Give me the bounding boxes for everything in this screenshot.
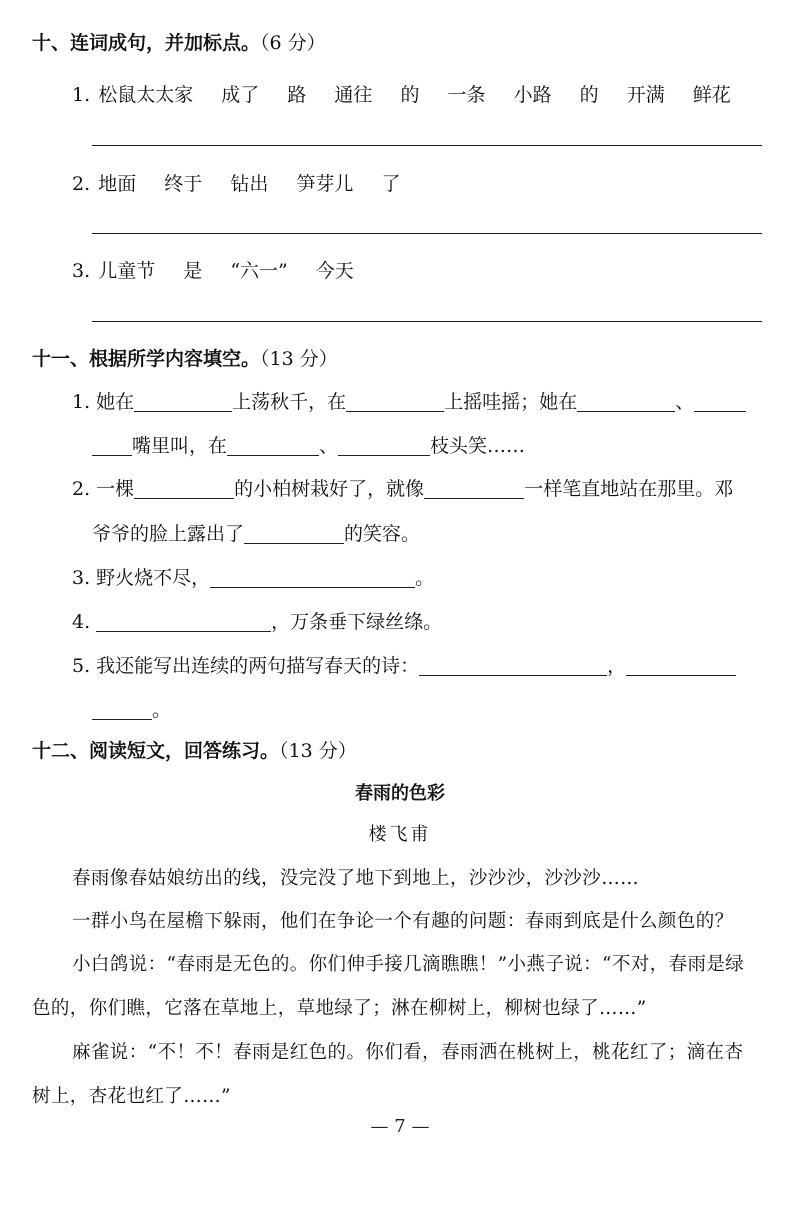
question-11-1-line1 — [72, 387, 746, 414]
text: 上摇哇摇；她在 — [444, 391, 578, 413]
section-12-title: 十二、阅读短文，回答练习。 — [32, 740, 280, 762]
fill-blank[interactable] — [227, 435, 319, 456]
word-card: 是 — [183, 260, 203, 282]
text: 爷爷的脸上露出了 — [92, 523, 245, 545]
fill-blank[interactable] — [338, 435, 430, 456]
word-card: “六一” — [230, 260, 288, 282]
text: 枝头笑…… — [430, 435, 526, 457]
question-number: 1. — [72, 84, 91, 106]
question-11-5-line2 — [92, 695, 171, 722]
text: 的笑容。 — [344, 523, 421, 545]
text: 2. 一棵 — [72, 478, 135, 500]
fill-blank[interactable] — [210, 567, 415, 588]
word-card: 地面 — [98, 173, 137, 195]
section-10-points: （6 分） — [260, 32, 326, 54]
text: 嘴里叫，在 — [132, 435, 228, 457]
word-card: 的 — [400, 84, 420, 106]
question-10-3 — [72, 256, 354, 283]
question-10-1 — [72, 80, 731, 107]
page-number: — 7 — — [370, 1116, 430, 1137]
article-author: 楼飞甫 — [368, 824, 432, 845]
section-10-heading — [32, 28, 326, 55]
answer-line-10-2[interactable] — [92, 233, 762, 234]
section-12-points: （13 分） — [279, 740, 357, 762]
text: 、 — [675, 391, 695, 413]
text: 一样笔直地站在那里。邓 — [524, 478, 734, 500]
fill-blank[interactable] — [134, 391, 232, 412]
fill-blank[interactable] — [577, 391, 675, 412]
text: 4. — [72, 611, 91, 633]
word-card: 鲜花 — [692, 84, 731, 106]
text: 5. 我还能写出连续的两句描写春天的诗： — [72, 655, 420, 677]
word-card: 儿童节 — [98, 260, 156, 282]
question-11-5-line1 — [72, 651, 736, 678]
paragraph-4-line2: 树上，杏花也红了……” — [32, 1086, 231, 1107]
word-card: 笋芽儿 — [296, 173, 354, 195]
text: 3. 野火烧不尽， — [72, 567, 211, 589]
question-number: 2. — [72, 173, 91, 195]
question-11-2-line2 — [92, 519, 420, 546]
fill-blank[interactable] — [96, 611, 271, 632]
fill-blank[interactable] — [419, 655, 607, 676]
section-12-heading — [32, 736, 357, 763]
paragraph-3-line1: 小白鸽说：“春雨是无色的。你们伸手接几滴瞧瞧！”小燕子说：“不对，春雨是绿 — [72, 954, 745, 975]
text: 上荡秋千，在 — [232, 391, 347, 413]
question-number: 3. — [72, 260, 91, 282]
word-card: 通往 — [334, 84, 373, 106]
fill-blank[interactable] — [694, 391, 746, 412]
paragraph-3-line2: 色的，你们瞧，它落在草地上，草地绿了；淋在柳树上，柳树也绿了……” — [32, 998, 647, 1019]
word-card: 一条 — [447, 84, 486, 106]
answer-line-10-3[interactable] — [92, 321, 762, 322]
text: 的小柏树栽好了，就像 — [234, 478, 425, 500]
fill-blank[interactable] — [626, 655, 736, 676]
answer-line-10-1[interactable] — [92, 145, 762, 146]
paragraph-1: 春雨像春姑娘纺出的线，没完没了地下到地上，沙沙沙，沙沙沙…… — [72, 868, 640, 889]
word-card: 松鼠太太家 — [98, 84, 194, 106]
section-11-title: 十一、根据所学内容填空。 — [32, 348, 261, 370]
word-card: 路 — [287, 84, 307, 106]
text: 。 — [152, 699, 172, 721]
question-10-2 — [72, 169, 400, 196]
word-card: 小路 — [513, 84, 552, 106]
question-11-3 — [72, 563, 434, 590]
article-title: 春雨的色彩 — [355, 783, 445, 804]
question-11-1-line2 — [92, 431, 525, 458]
text: ， — [607, 655, 627, 677]
section-11-points: （13 分） — [260, 348, 338, 370]
text: 。 — [415, 567, 435, 589]
fill-blank[interactable] — [346, 391, 444, 412]
word-card: 终于 — [164, 173, 203, 195]
fill-blank[interactable] — [424, 478, 524, 499]
paragraph-4-line1: 麻雀说：“不！不！春雨是红色的。你们看，春雨洒在桃树上，桃花红了；滴在杏 — [72, 1042, 744, 1063]
fill-blank[interactable] — [244, 523, 344, 544]
word-card: 了 — [381, 173, 401, 195]
word-card: 的 — [579, 84, 599, 106]
text: ，万条垂下绿丝绦。 — [271, 611, 443, 633]
section-10-title: 十、连词成句，并加标点。 — [32, 32, 261, 54]
word-card: 钻出 — [230, 173, 269, 195]
text: 、 — [319, 435, 339, 457]
section-11-heading — [32, 344, 338, 371]
fill-blank[interactable] — [92, 699, 152, 720]
word-card: 开满 — [626, 84, 665, 106]
question-11-4 — [72, 607, 442, 634]
text: 1. 她在 — [72, 391, 135, 413]
fill-blank[interactable] — [92, 435, 132, 456]
word-card: 今天 — [315, 260, 354, 282]
fill-blank[interactable] — [134, 478, 234, 499]
paragraph-2: 一群小鸟在屋檐下躲雨，他们在争论一个有趣的问题：春雨到底是什么颜色的？ — [72, 911, 734, 932]
question-11-2-line1 — [72, 474, 733, 501]
word-card: 成了 — [221, 84, 260, 106]
